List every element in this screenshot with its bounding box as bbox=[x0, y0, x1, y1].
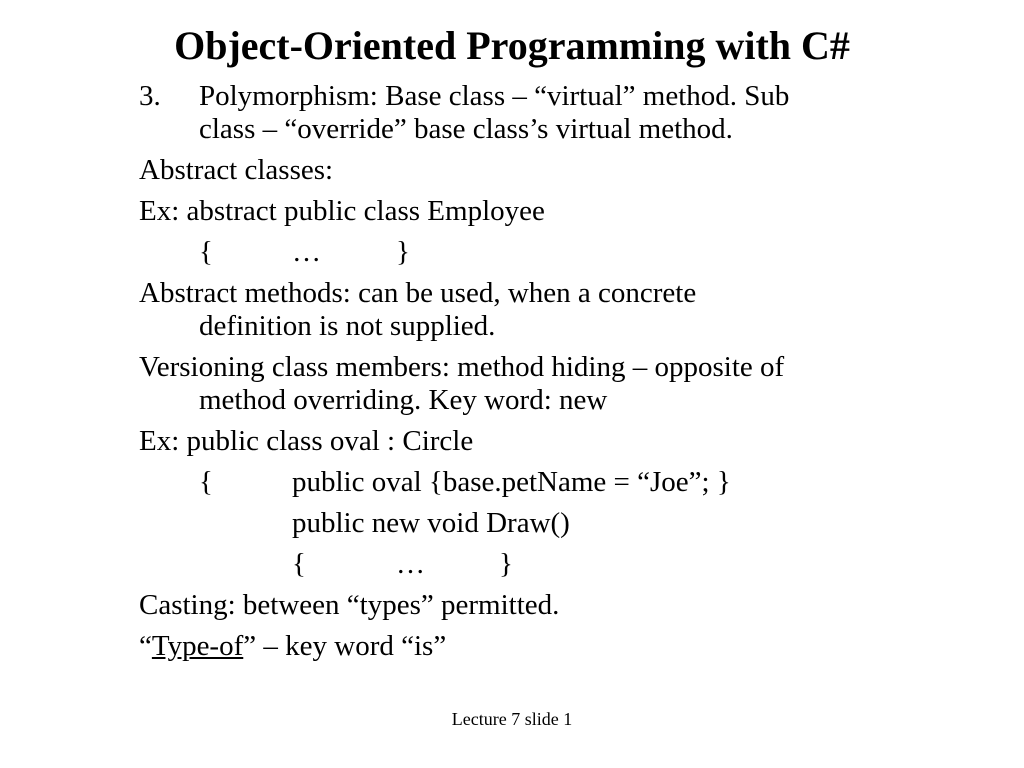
abstract-classes-heading: Abstract classes: bbox=[139, 154, 334, 186]
example-2-method: public new void Draw() bbox=[292, 507, 570, 539]
type-of-open-quote: “ bbox=[139, 630, 152, 662]
casting-line: Casting: between “types” permitted. bbox=[139, 589, 560, 621]
item-3-text-1: Polymorphism: Base class – “virtual” method. Sub bbox=[199, 80, 790, 112]
example-2-inner-brace-open: { bbox=[292, 548, 306, 580]
type-of-keyword: Type-of bbox=[151, 630, 244, 662]
abstract-methods-text-2: definition is not supplied. bbox=[199, 310, 496, 342]
type-of-line bbox=[139, 630, 446, 663]
slide-footer: Lecture 7 slide 1 bbox=[451, 709, 573, 729]
abstract-methods-line-1: Abstract methods: can be used, when a concrete bbox=[139, 277, 697, 309]
item-3-number: 3. bbox=[139, 80, 161, 112]
example-2-line: Ex: public class oval : Circle bbox=[139, 425, 474, 457]
type-of-rest: ” – key word “is” bbox=[243, 630, 447, 662]
example-2-ctor: public oval {base.petName = “Joe”; } bbox=[292, 466, 731, 498]
example-2-brace-open: { bbox=[199, 466, 213, 498]
example-1-ellipsis: … bbox=[292, 236, 321, 268]
versioning-line-1: Versioning class members: method hiding – opposite of bbox=[139, 351, 785, 383]
example-1-brace-close: } bbox=[396, 236, 410, 268]
example-2-inner-brace-close: } bbox=[499, 548, 513, 580]
slide-title: Object-Oriented Programming with C# bbox=[174, 23, 850, 68]
item-3-text-2: class – “override” base class’s virtual method. bbox=[199, 113, 733, 145]
example-2-inner-ellipsis: … bbox=[396, 548, 425, 580]
versioning-text-2: method overriding. Key word: new bbox=[199, 384, 608, 416]
example-1-line: Ex: abstract public class Employee bbox=[139, 195, 545, 227]
example-1-brace-open: { bbox=[199, 236, 213, 268]
